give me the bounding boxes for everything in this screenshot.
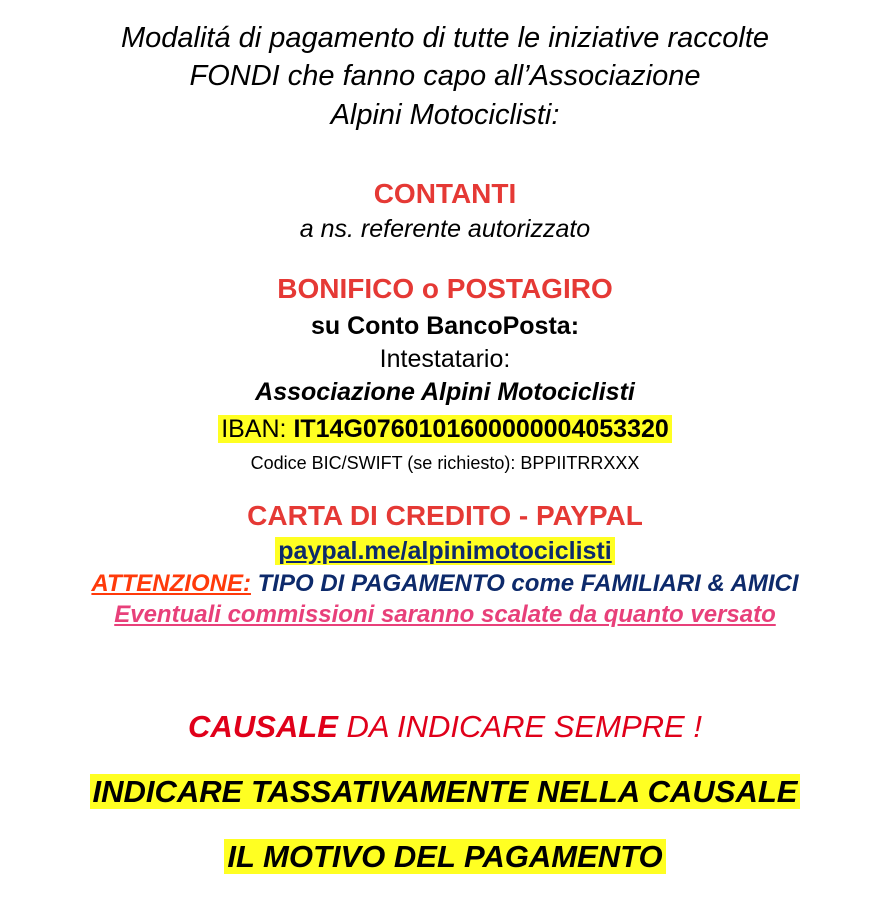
- paypal-warning: [0, 570, 890, 598]
- paypal-heading: CARTA DI CREDITO - PAYPAL: [247, 500, 643, 531]
- causale-line: [0, 709, 890, 745]
- intro-line-3: Alpini Motociclisti:: [330, 99, 560, 131]
- cash-detail: a ns. referente autorizzato: [299, 215, 591, 243]
- instruction-line-1: [0, 774, 890, 810]
- iban-line: [0, 415, 890, 444]
- intro-line-2: FONDI che fanno capo all’Associazione: [189, 60, 701, 92]
- transfer-account: su Conto BancoPosta:: [310, 312, 580, 340]
- instruction-line-2: [0, 839, 890, 875]
- intro-line-1: Modalitá di pagamento di tutte le iniziative raccolte: [120, 22, 770, 54]
- iban-value: IT14G0760101600000004053320: [293, 415, 669, 443]
- transfer-heading: BONIFICO o POSTAGIRO: [277, 273, 613, 304]
- instruction-1-highlight: INDICARE TASSATIVAMENTE NELLA CAUSALE: [90, 774, 801, 809]
- instruction-2-highlight: IL MOTIVO DEL PAGAMENTO: [224, 839, 665, 874]
- warning-text: TIPO DI PAGAMENTO come FAMILIARI & AMICI: [257, 570, 799, 597]
- paypal-link-line: [0, 537, 890, 566]
- causale-word: CAUSALE: [188, 709, 338, 744]
- bic-line: Codice BIC/SWIFT (se richiesto): BPPIITRRXXX: [250, 453, 640, 473]
- warning-label: ATTENZIONE:: [91, 570, 251, 597]
- commission-note: Eventuali commissioni saranno scalate da quanto versato: [114, 601, 776, 628]
- causale-rest: DA INDICARE SEMPRE !: [346, 709, 702, 744]
- paypal-link[interactable]: paypal.me/alpinimotociclisti: [275, 537, 614, 565]
- holder-name: Associazione Alpini Motociclisti: [255, 378, 635, 406]
- holder-label: Intestatario:: [379, 345, 511, 373]
- cash-heading: CONTANTI: [373, 178, 517, 209]
- iban-label: IBAN:: [221, 415, 294, 443]
- iban-highlight: [218, 415, 672, 443]
